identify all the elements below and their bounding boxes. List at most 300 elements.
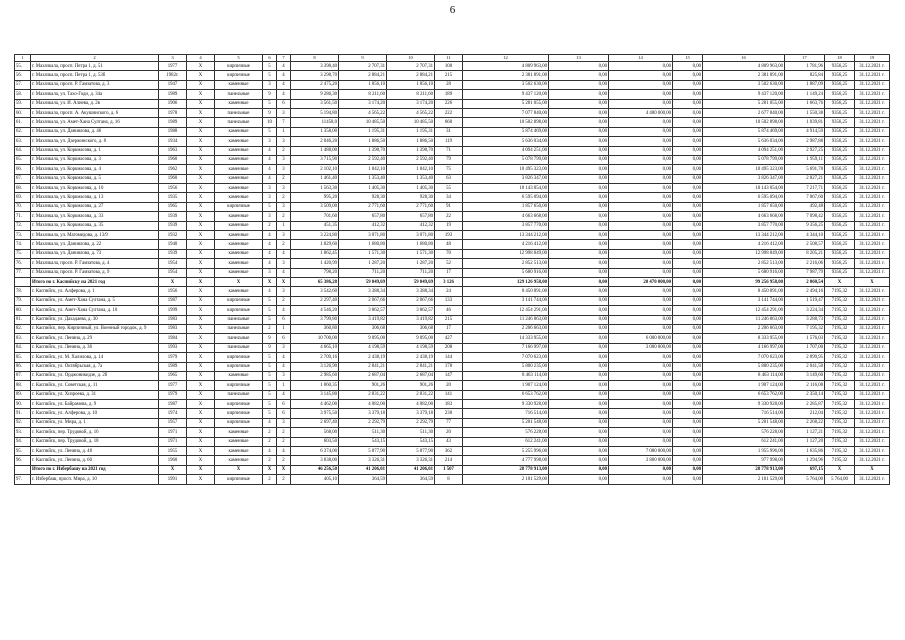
table-cell: 0,00 <box>609 259 673 268</box>
table-cell: г. Каспийск, пер. Трудовой, д. 16 <box>31 428 159 437</box>
table-cell: 2 852 513,00 <box>703 259 785 268</box>
table-cell: 208 <box>435 343 463 352</box>
table-cell: 3 862,57 <box>387 306 435 315</box>
table-cell: 141 <box>435 390 463 399</box>
table-cell: 8 205,21 <box>785 249 825 258</box>
table-cell: 0,00 <box>549 231 609 240</box>
table-cell <box>15 465 31 474</box>
table-cell: 31.12.2021 г. <box>855 334 890 343</box>
table-cell: 0,00 <box>673 353 703 362</box>
table-cell: 0,00 <box>609 80 673 89</box>
table-cell: 189 <box>435 90 463 99</box>
table-cell: 0,00 <box>673 212 703 221</box>
table-cell: 5 194,80 <box>291 108 339 117</box>
table-cell: 0,00 <box>609 184 673 193</box>
table-cell: г. Махачкала, ул. Коркмасова, д. 35 <box>31 221 159 230</box>
table-cell: 995,20 <box>291 193 339 202</box>
table-cell: 10 485,50 <box>387 118 435 127</box>
table-cell: 222 <box>435 108 463 117</box>
table-cell: каменные <box>215 165 263 174</box>
table-cell: 215 <box>435 71 463 80</box>
table-row <box>15 362 890 371</box>
table-cell: 0,00 <box>673 221 703 230</box>
table-cell: 31.12.2021 г. <box>855 353 890 362</box>
table-cell: 3 145,80 <box>291 390 339 399</box>
table-cell: г. Махачкала, просп. Петра 1, д. 51 <box>31 62 159 71</box>
table-cell: 0,00 <box>673 80 703 89</box>
table-cell: 1989 <box>159 90 187 99</box>
table-cell: 412,32 <box>339 221 387 230</box>
table-cell: Х <box>187 240 215 249</box>
table-cell: 1 488,00 <box>291 146 339 155</box>
table-cell: 3 <box>277 184 291 193</box>
table-cell: 6 653 762,00 <box>463 390 549 399</box>
table-cell: 1 287,20 <box>339 259 387 268</box>
table-cell: Х <box>187 277 215 286</box>
table-cell: 7 077 840,00 <box>463 108 549 117</box>
table-cell: 1 <box>277 324 291 333</box>
table-cell: 0,00 <box>549 296 609 305</box>
table-cell: 0,00 <box>609 174 673 183</box>
table-cell: 1956 <box>159 287 187 296</box>
table-cell: 0,00 <box>609 202 673 211</box>
table-cell: 226 <box>435 99 463 108</box>
table-cell: 2 <box>277 437 291 446</box>
table-cell: 405,10 <box>291 475 339 484</box>
table-cell: 0,00 <box>549 475 609 484</box>
table-cell: 3 799,80 <box>291 315 339 324</box>
table-cell: 1 663,76 <box>785 99 825 108</box>
table-cell: 0,00 <box>549 418 609 427</box>
table-cell: 4 344,10 <box>785 231 825 240</box>
table-row <box>15 155 890 164</box>
table-cell: 67. <box>15 174 31 183</box>
table-cell: 0,00 <box>609 296 673 305</box>
table-cell: 0,00 <box>549 400 609 409</box>
table-cell: 5 <box>263 99 277 108</box>
table-cell: 0,00 <box>549 390 609 399</box>
table-cell: Х <box>187 381 215 390</box>
table-cell: 31.12.2021 г. <box>855 381 890 390</box>
table-cell: 660 <box>435 118 463 127</box>
table-cell: 576 228,00 <box>463 428 549 437</box>
table-cell: 3 857 770,00 <box>703 221 785 230</box>
table-cell: 568,00 <box>291 428 339 437</box>
table-cell: 0,00 <box>549 268 609 277</box>
table-cell: 2 <box>277 456 291 465</box>
table-cell: 2 852 513,00 <box>463 259 549 268</box>
table-cell: кирпичные <box>215 475 263 484</box>
table-row <box>15 62 890 71</box>
table-cell: 1947 <box>159 80 187 89</box>
table-cell: 9356,25 <box>825 231 855 240</box>
table-cell: 5 636 034,00 <box>703 137 785 146</box>
table-cell: 10 485,50 <box>339 118 387 127</box>
table-row <box>15 231 890 240</box>
table-row <box>15 475 890 484</box>
table-cell: 2 771,60 <box>387 202 435 211</box>
table-cell: каменные <box>215 99 263 108</box>
table-cell: 0,00 <box>673 343 703 352</box>
table-cell: 10 143 054,00 <box>703 184 785 193</box>
table-cell: 31.12.2021 г. <box>855 343 890 352</box>
table-cell: 1 461,40 <box>291 174 339 183</box>
table-cell: 71. <box>15 212 31 221</box>
table-cell: 9356,25 <box>825 193 855 202</box>
table-cell: 4 <box>277 62 291 71</box>
table-cell: 2 707,31 <box>387 62 435 71</box>
table-cell: 7195,32 <box>825 456 855 465</box>
table-cell: 1991 <box>159 475 187 484</box>
table-cell: Х <box>277 465 291 474</box>
table-cell: 0,00 <box>549 118 609 127</box>
table-cell: каменные <box>215 437 263 446</box>
table-cell: 2 <box>277 240 291 249</box>
table-cell: 0,00 <box>549 240 609 249</box>
table-cell: 2 <box>277 428 291 437</box>
table-row <box>15 80 890 89</box>
table-cell: 31.12.2021 г. <box>855 324 890 333</box>
table-cell: 0,00 <box>549 202 609 211</box>
table-cell: 7195,32 <box>825 353 855 362</box>
table-cell: 31.12.2021 г. <box>855 296 890 305</box>
table-cell: Х <box>187 108 215 117</box>
table-cell: 31.12.2021 г. <box>855 231 890 240</box>
table-cell: кирпичные <box>215 362 263 371</box>
table-cell: 5 <box>263 381 277 390</box>
table-cell: г. Каспийск, ул. Алферова, д. 1 <box>31 287 159 296</box>
table-cell: 2 216,06 <box>785 259 825 268</box>
table-cell: 90. <box>15 400 31 409</box>
table-cell: 0,00 <box>673 315 703 324</box>
table-cell: г. Избербаш, просп. Мира, д. 10 <box>31 475 159 484</box>
table-cell: 31.12.2021 г. <box>855 447 890 456</box>
table-cell: 4 <box>263 447 277 456</box>
table-cell: 3 <box>277 259 291 268</box>
table-cell: 5 281 055,00 <box>703 99 785 108</box>
table-cell: 1989 <box>159 362 187 371</box>
table-cell: 31 <box>435 127 463 136</box>
table-cell: 0,00 <box>549 409 609 418</box>
table-cell: 0,00 <box>673 249 703 258</box>
table-cell: 8 463 114,00 <box>703 371 785 380</box>
table-cell: 4 663 668,00 <box>463 212 549 221</box>
table-cell: 0,00 <box>549 212 609 221</box>
table-cell: 8 450 891,00 <box>463 287 549 296</box>
table-cell: 31.12.2021 г. <box>855 90 890 99</box>
table-cell: 1 907 124,00 <box>703 381 785 390</box>
table-cell: 41 206,01 <box>339 465 387 474</box>
table-cell: Х <box>825 465 855 474</box>
table-cell: г. Махачкала, просп. А. Акушинского, д. 6 <box>31 108 159 117</box>
table-cell: каменные <box>215 259 263 268</box>
table-cell: 2 <box>263 221 277 230</box>
table-cell: Х <box>187 306 215 315</box>
table-row <box>15 437 890 446</box>
table-cell: Х <box>187 334 215 343</box>
table-cell: 6 374,00 <box>291 447 339 456</box>
table-cell: 2 102,10 <box>291 165 339 174</box>
column-number: 9 <box>339 55 387 62</box>
table-cell: г. Каспийск, ул. Амет-Хана Султана, д. 5 <box>31 296 159 305</box>
table-cell: 4 <box>263 165 277 174</box>
table-cell: 4 462,00 <box>291 400 339 409</box>
table-cell: кирпичные <box>215 62 263 71</box>
table-cell: каменные <box>215 249 263 258</box>
table-cell: г. Махачкала, ул. Коркмасова, д. 33 <box>31 212 159 221</box>
table-cell: 6 595 094,00 <box>463 193 549 202</box>
table-cell: 3 715,90 <box>291 155 339 164</box>
column-number: 5 <box>215 55 263 62</box>
table-cell: 2 841,21 <box>339 362 387 371</box>
table-cell: 364,59 <box>339 475 387 484</box>
table-cell: Х <box>187 259 215 268</box>
table-cell: 12 454 291,00 <box>703 306 785 315</box>
table-cell: каменные <box>215 137 263 146</box>
table-cell: 193 <box>435 231 463 240</box>
table-cell: 61. <box>15 118 31 127</box>
table-cell: 8 <box>435 475 463 484</box>
table-row <box>15 71 890 80</box>
table-cell: 8 450 891,00 <box>703 287 785 296</box>
table-cell: 1977 <box>159 381 187 390</box>
table-cell: 2 297,40 <box>291 296 339 305</box>
table-cell: 0,00 <box>609 381 673 390</box>
table-cell: г. Каспийск, ул. Ленина, д. 29 <box>31 334 159 343</box>
table-cell: 59 049,69 <box>339 277 387 286</box>
table-cell: Х <box>159 277 187 286</box>
table-cell: Х <box>187 465 215 474</box>
table-cell: 4 082,00 <box>387 400 435 409</box>
table-cell: г. Каспийск, ул. Дахадаева, д. 30 <box>31 315 159 324</box>
table-cell: 31.12.2021 г. <box>855 390 890 399</box>
table-cell: 10 143 054,00 <box>463 184 549 193</box>
table-cell: кирпичные <box>215 381 263 390</box>
table-cell: г. Махачкала, ул. Коркмасова, д. 13 <box>31 193 159 202</box>
table-cell: 212,04 <box>785 409 825 418</box>
table-row <box>15 315 890 324</box>
table-cell: 59. <box>15 99 31 108</box>
table-cell: 0,00 <box>549 108 609 117</box>
table-cell: 4 <box>277 90 291 99</box>
table-cell: 3 326,31 <box>387 456 435 465</box>
table-cell: 19 <box>435 221 463 230</box>
table-cell: 3 <box>263 212 277 221</box>
table-cell: 48 <box>435 240 463 249</box>
table-cell: кирпичные <box>215 202 263 211</box>
table-cell: 1984 <box>159 334 187 343</box>
table-cell: 1988 <box>159 127 187 136</box>
table-cell: 4 809 963,00 <box>703 62 785 71</box>
table-cell: 10 502 898,00 <box>463 118 549 127</box>
table-cell: 4 777 998,00 <box>463 456 549 465</box>
table-cell: 7195,32 <box>825 390 855 399</box>
table-cell: г. Махачкала, ул. Даниялова, д. 73 <box>31 249 159 258</box>
table-cell: 13 344 212,00 <box>463 231 549 240</box>
table-cell: 1 857 650,00 <box>703 202 785 211</box>
table-cell: 0,00 <box>549 287 609 296</box>
table-cell: 5 201 548,00 <box>703 418 785 427</box>
table-cell: 4 <box>263 287 277 296</box>
table-cell: 20 <box>435 428 463 437</box>
table-cell: 91 <box>435 202 463 211</box>
table-cell: 1 842,10 <box>339 165 387 174</box>
table-cell: 0,00 <box>609 193 673 202</box>
table-cell: 3 <box>263 268 277 277</box>
table-cell: 9356,25 <box>825 221 855 230</box>
table-cell: 0,00 <box>609 62 673 71</box>
table-cell: 71 <box>435 146 463 155</box>
table-cell: 2 <box>263 456 277 465</box>
table-cell: Итого по г. Избербашу на 2021 год <box>31 465 159 474</box>
table-cell: 2 677 840,00 <box>703 108 785 117</box>
table-cell: кирпичные <box>215 409 263 418</box>
table-cell: 2 <box>263 428 277 437</box>
table-cell: 364,59 <box>387 475 435 484</box>
table-cell: 9356,25 <box>825 146 855 155</box>
table-cell: 657,80 <box>339 212 387 221</box>
table-cell: 360,80 <box>291 324 339 333</box>
table-cell: 0,00 <box>673 381 703 390</box>
table-cell: 31.12.2021 г. <box>855 249 890 258</box>
table-cell: 7195,32 <box>825 362 855 371</box>
table-cell: 7 195,32 <box>785 324 825 333</box>
table-cell: 0,00 <box>609 409 673 418</box>
table-cell: 78. <box>15 287 31 296</box>
table-cell: 1 781,96 <box>785 62 825 71</box>
table-cell: 31.12.2021 г. <box>855 155 890 164</box>
table-cell: 5 <box>263 127 277 136</box>
table-cell: г. Махачкала, ул. Коркмасова, д. 10 <box>31 184 159 193</box>
table-cell: 5 764,00 <box>825 475 855 484</box>
table-cell: 7195,32 <box>825 418 855 427</box>
table-cell: 96. <box>15 456 31 465</box>
table-cell: г. Махачкала, просп. Петра 1, д. 53б <box>31 71 159 80</box>
table-cell: 3 <box>277 165 291 174</box>
table-cell: 75 <box>435 165 463 174</box>
column-number: 11 <box>435 55 463 62</box>
table-cell: 2 899,95 <box>785 353 825 362</box>
table-cell: 5 255 996,00 <box>463 447 549 456</box>
table-row <box>15 127 890 136</box>
table-cell: 1971 <box>159 428 187 437</box>
table-cell: 0,00 <box>549 428 609 437</box>
table-row <box>15 306 890 315</box>
table-cell: Х <box>187 409 215 418</box>
table-cell: 4 <box>277 71 291 80</box>
table-cell: 0,00 <box>549 277 609 286</box>
table-cell: 3 561,50 <box>291 99 339 108</box>
table-cell: 1 060,35 <box>291 381 339 390</box>
table-cell: 5 078 799,00 <box>463 155 549 164</box>
table-cell: 697,15 <box>785 465 825 474</box>
table-cell: 1 <box>277 381 291 390</box>
table-row <box>15 343 890 352</box>
table-cell: 2 067,66 <box>339 296 387 305</box>
table-row <box>15 193 890 202</box>
table-cell: 1 358,00 <box>291 127 339 136</box>
table-cell: 3 174,20 <box>339 99 387 108</box>
table-cell: 1 856,10 <box>339 80 387 89</box>
table-cell: Х <box>187 324 215 333</box>
table-cell: 4 082,00 <box>339 400 387 409</box>
table-cell: г. Махачкала, ул. Коркмасова, д. 5 <box>31 174 159 183</box>
table-row <box>15 371 890 380</box>
table-cell: Х <box>855 277 890 286</box>
table-cell: 93. <box>15 428 31 437</box>
column-number: 1 <box>15 55 31 62</box>
table-cell: 0,00 <box>549 465 609 474</box>
table-row <box>15 249 890 258</box>
table-cell: 3 398,40 <box>291 62 339 71</box>
table-cell: 2 381 891,00 <box>703 71 785 80</box>
table-cell: 2 827,21 <box>785 174 825 183</box>
table-cell: 14 333 955,00 <box>463 334 549 343</box>
table-cell: 31.12.2021 г. <box>855 108 890 117</box>
table-cell: 31.12.2021 г. <box>855 306 890 315</box>
table-cell: 3 298,70 <box>291 71 339 80</box>
table-cell: 5 874 469,00 <box>463 127 549 136</box>
table-cell: 306,68 <box>339 324 387 333</box>
table-cell: 68. <box>15 184 31 193</box>
table-cell: 0,00 <box>673 296 703 305</box>
column-number: 14 <box>609 55 673 62</box>
table-cell: 4 665,10 <box>291 343 339 352</box>
table-cell: каменные <box>215 174 263 183</box>
table-cell: г. Каспийск, ул. Алферова, д. 10 <box>31 409 159 418</box>
table-cell: 20 470 000,00 <box>609 277 673 286</box>
table-cell: Х <box>187 62 215 71</box>
table-cell: 2 350,14 <box>785 390 825 399</box>
table-cell: 3 071,80 <box>387 231 435 240</box>
table-cell: 4 914,59 <box>785 127 825 136</box>
table-cell: 0,00 <box>609 287 673 296</box>
table-cell: Х <box>187 71 215 80</box>
table-cell: 4 216 412,00 <box>703 240 785 249</box>
table-cell: 31.12.2021 г. <box>855 428 890 437</box>
table-cell: 3 224,34 <box>785 306 825 315</box>
table-cell: каменные <box>215 240 263 249</box>
table-cell: 9 <box>263 108 277 117</box>
table-cell: 3 <box>263 193 277 202</box>
table-cell: 0,00 <box>673 465 703 474</box>
table-cell: 0,00 <box>609 306 673 315</box>
table-cell: 5 680 916,00 <box>703 268 785 277</box>
table-cell: 1960 <box>159 174 187 183</box>
table-cell: 5 <box>263 371 277 380</box>
table-cell: 4 565,22 <box>339 108 387 117</box>
table-cell: 5 <box>263 353 277 362</box>
table-cell: 1934 <box>159 137 187 146</box>
table-cell: 1955 <box>159 447 187 456</box>
table-cell: 1954 <box>159 268 187 277</box>
table-cell: 3 174,20 <box>387 99 435 108</box>
table-cell: 3 288,73 <box>785 315 825 324</box>
table-cell: 0,00 <box>609 362 673 371</box>
table-cell: 9 <box>263 334 277 343</box>
table-cell: 1 707,00 <box>785 343 825 352</box>
table-cell: панельные <box>215 343 263 352</box>
table-cell: 3 542,60 <box>291 287 339 296</box>
table-row <box>15 447 890 456</box>
table-cell: панельные <box>215 334 263 343</box>
table-cell: 4 <box>277 447 291 456</box>
table-cell: 7 067,60 <box>785 193 825 202</box>
table-row <box>15 390 890 399</box>
table-cell: 31.12.2021 г. <box>855 184 890 193</box>
table-cell: 31.12.2021 г. <box>855 174 890 183</box>
table-cell: 73. <box>15 231 31 240</box>
